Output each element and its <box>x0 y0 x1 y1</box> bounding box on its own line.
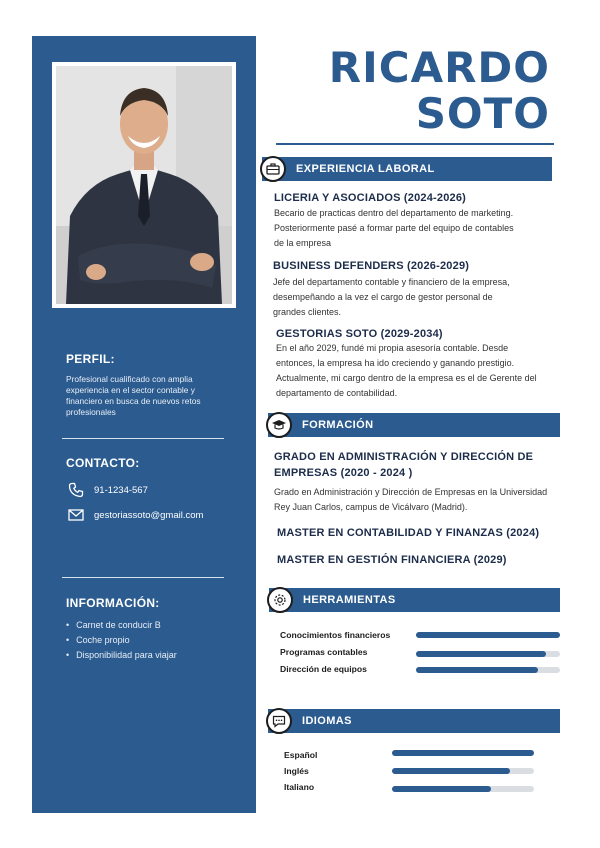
profile-text: Profesional cualificado con amplia experiencia en el sector contable y financiero en busca de nuevos retos profesionales <box>66 374 201 417</box>
tools-bar <box>269 588 560 612</box>
first-name: RICARDO <box>328 43 550 92</box>
skill-label: Dirección de equipos <box>280 664 367 674</box>
last-name: SOTO <box>415 89 550 138</box>
skill-bar-fill <box>416 667 538 673</box>
job-title: GESTORIAS SOTO (2029-2034) <box>276 328 443 340</box>
job-title: LICERIA Y ASOCIADOS (2024-2026) <box>274 192 467 204</box>
phone-number: 91-1234-567 <box>94 484 148 496</box>
tools-heading: HERRAMIENTAS <box>303 594 396 606</box>
skill-bar-fill <box>416 651 546 657</box>
gear-icon <box>267 587 293 613</box>
language-bar <box>392 768 534 774</box>
languages-heading: IDIOMAS <box>302 715 352 727</box>
language-label: Italiano <box>284 782 315 792</box>
skill-bar <box>416 651 560 657</box>
experience-heading: EXPERIENCIA LABORAL <box>296 163 435 175</box>
job-description: Jefe del departamento contable y financiero de la empresa, desempeñando a la vez el cargo de gestor personal de grandes clientes. <box>273 277 510 317</box>
speech-bubble-icon <box>266 708 292 734</box>
language-bar <box>392 750 534 756</box>
info-list <box>66 618 177 663</box>
master-title: MASTER EN CONTABILIDAD Y FINANZAS (2024) <box>277 527 540 539</box>
degree-title: GRADO EN ADMINISTRACIÓN Y DIRECCIÓN DE EMPRESAS (2020 - 2024 ) <box>274 451 534 479</box>
language-bar <box>392 786 534 792</box>
language-bar-fill <box>392 750 534 756</box>
email-address: gestoriassoto@gmail.com <box>94 509 204 521</box>
sidebar <box>32 36 256 813</box>
skill-bar <box>416 632 560 638</box>
skill-label: Conocimientos financieros <box>280 630 391 640</box>
list-item: • Carnet de conducir B <box>66 618 177 633</box>
name-divider <box>276 143 554 145</box>
profile-photo <box>56 66 232 304</box>
profile-heading: PERFIL: <box>66 352 115 366</box>
contact-phone[interactable] <box>68 482 148 498</box>
phone-icon <box>68 482 84 498</box>
job-description: Becario de practicas dentro del departamento de marketing. Posteriormente pasé a formar parte del equipo de contables de la empresa <box>274 208 514 248</box>
skill-bar-fill <box>416 632 560 638</box>
list-item: • Coche propio <box>66 633 177 648</box>
job-title: BUSINESS DEFENDERS (2026-2029) <box>273 260 470 272</box>
experience-bar <box>262 157 552 181</box>
contact-heading: CONTACTO: <box>66 456 140 470</box>
skill-bar <box>416 667 560 673</box>
divider <box>62 577 224 578</box>
briefcase-icon <box>260 156 286 182</box>
list-item: • Disponibilidad para viajar <box>66 648 177 663</box>
languages-bar <box>268 709 560 733</box>
education-heading: FORMACIÓN <box>302 419 374 431</box>
language-label: Español <box>284 750 318 760</box>
job-description: En el año 2029, fundé mi propia asesoría contable. Desde entonces, la empresa ha ido creciendo y ganando prestigio. Actualmente, mi cargo dentro de la empresa es el de Gerente del departamento de contabilidad. <box>276 343 537 398</box>
divider <box>62 438 224 439</box>
mail-icon <box>68 507 84 523</box>
contact-email[interactable] <box>68 507 203 523</box>
info-heading: INFORMACIÓN: <box>66 596 160 610</box>
education-bar <box>268 413 560 437</box>
master-title: MASTER EN GESTIÓN FINANCIERA (2029) <box>277 554 507 566</box>
language-label: Inglés <box>284 766 309 776</box>
language-bar-fill <box>392 786 491 792</box>
profile-photo-frame <box>52 62 236 308</box>
skill-label: Programas contables <box>280 647 368 657</box>
language-bar-fill <box>392 768 510 774</box>
degree-description: Grado en Administración y Dirección de Empresas en la Universidad Rey Juan Carlos, campus de Vicálvaro (Madrid). <box>274 487 548 512</box>
graduation-cap-icon <box>266 412 292 438</box>
